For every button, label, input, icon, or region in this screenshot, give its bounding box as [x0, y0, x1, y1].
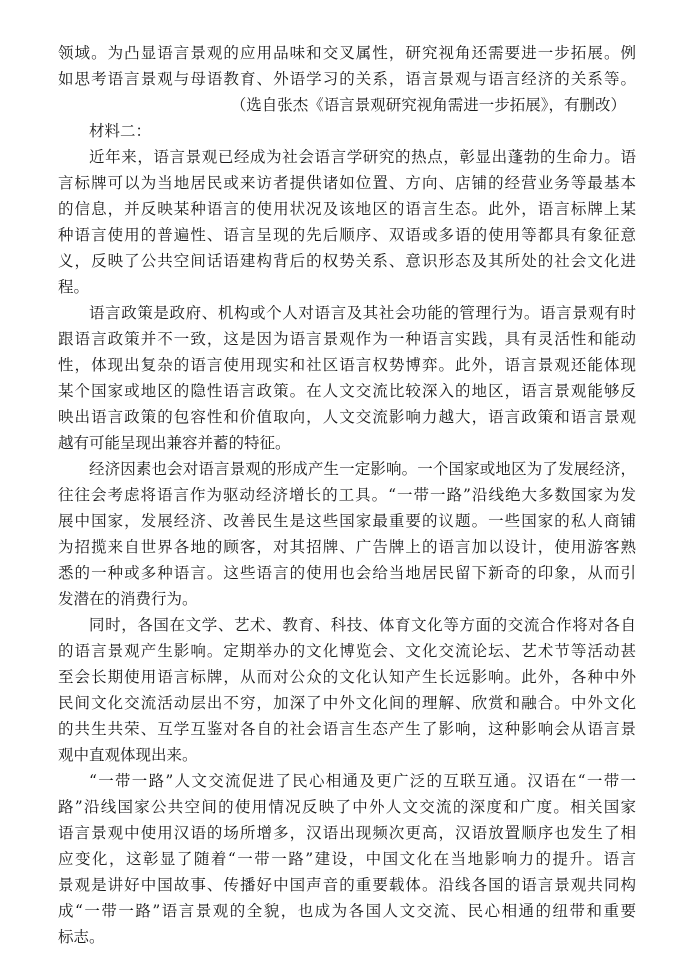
paragraph-line: 应变化，这彰显了随着“一带一路”建设，中国文化在当地影响力的提升。语言 [58, 850, 636, 868]
paragraph-line: 同时，各国在文学、艺术、教育、科技、体育文化等方面的交流合作将对各自 [89, 616, 636, 634]
paragraph-line: 映出语言政策的包容性和价值取向，人文交流影响力越大，语言政策和语言景观 [58, 408, 636, 426]
paragraph-line: 发潜在的消费行为。 [58, 590, 198, 608]
paragraph [58, 768, 636, 950]
paragraph-line: 性，体现出复杂的语言使用现实和社区语言权势博弈。此外，语言景观还能体现 [58, 356, 636, 374]
paragraph-line: 的共生共荣、互学互鉴对各自的社会语言生态产生了影响，这种影响会从语言景 [58, 720, 636, 738]
paragraph-line: 的信息，并反映某种语言的使用状况及该地区的语言生态。此外，语言标牌上某 [58, 200, 636, 218]
paragraph-line: 成“一带一路”语言景观的全貌，也成为各国人文交流、民心相通的纽带和重要 [58, 902, 636, 920]
source-note: （选自张杰《语言景观研究视角需进一步拓展》，有删改） [230, 96, 626, 114]
paragraph-line: 的语言景观产生影响。定期举办的文化博览会、文化交流论坛、艺术节等活动甚 [58, 642, 636, 660]
paragraph-line: 某个国家或地区的隐性语言政策。在人文交流比较深入的地区，语言景观能够反 [58, 382, 636, 400]
paragraph-line: 民间文化交流活动层出不穷，加深了中外文化间的理解、欣赏和融合。中外文化 [58, 694, 636, 712]
paragraph-line: 程。 [58, 278, 90, 296]
paragraph-line: 近年来，语言景观已经成为社会语言学研究的热点，彰显出蓬勃的生命力。语 [89, 148, 636, 166]
paragraph-line: 义，反映了公共空间话语建构背后的权势关系、意识形态及其所处的社会文化进 [58, 252, 636, 270]
paragraph-line: 至会长期使用语言标牌，从而对公众的文化认知产生长远影响。此外，各种中外 [58, 668, 636, 686]
paragraph [58, 300, 636, 456]
paragraph [58, 144, 636, 300]
paragraph-line: 景观是讲好中国故事、传播好中国声音的重要载体。沿线各国的语言景观共同构 [58, 876, 636, 894]
material-two-body [58, 144, 636, 950]
intro-line-2: 如思考语言景观与母语教育、外语学习的关系，语言景观与语言经济的关系等。 [58, 70, 636, 88]
paragraph-line: 路”沿线国家公共空间的使用情况反映了中外人文交流的深度和广度。相关国家 [58, 798, 636, 816]
section-heading: 材料二： [89, 122, 152, 140]
paragraph-line: 言标牌可以为当地居民或来访者提供诸如位置、方向、店铺的经营业务等最基本 [58, 174, 636, 192]
document-page [58, 40, 636, 950]
paragraph-line: 越有可能呈现出兼容并蓄的特征。 [58, 434, 291, 452]
paragraph-line: 悉的一种或多种语言。这些语言的使用也会给当地居民留下新奇的印象，从而引 [58, 564, 636, 582]
paragraph-line: 为招揽来自世界各地的顾客，对其招牌、广告牌上的语言加以设计，使用游客熟 [58, 538, 636, 556]
paragraph-line: 跟语言政策并不一致，这是因为语言景观作为一种语言实践，具有灵活性和能动 [58, 330, 636, 348]
paragraph [58, 456, 636, 612]
paragraph [58, 612, 636, 768]
paragraph-line: 种语言使用的普遍性、语言呈现的先后顺序、双语或多语的使用等都具有象征意 [58, 226, 636, 244]
paragraph-line: 观中直观体现出来。 [58, 746, 198, 764]
paragraph-line: 经济因素也会对语言景观的形成产生一定影响。一个国家或地区为了发展经济， [89, 460, 636, 478]
paragraph-line: 展中国家，发展经济、改善民生是这些国家最重要的议题。一些国家的私人商铺 [58, 512, 636, 530]
intro-line-1: 领域。为凸显语言景观的应用品味和交叉属性，研究视角还需要进一步拓展。例 [58, 44, 636, 62]
paragraph-line: 语言景观中使用汉语的场所增多，汉语出现频次更高，汉语放置顺序也发生了相 [58, 824, 636, 842]
paragraph-line: 标志。 [58, 928, 105, 946]
paragraph-line: 往往会考虑将语言作为驱动经济增长的工具。“一带一路”沿线绝大多数国家为发 [58, 486, 636, 504]
paragraph-line: 语言政策是政府、机构或个人对语言及其社会功能的管理行为。语言景观有时 [89, 304, 636, 322]
paragraph-line: “一带一路”人文交流促进了民心相通及更广泛的互联互通。汉语在“一带一 [89, 772, 636, 790]
